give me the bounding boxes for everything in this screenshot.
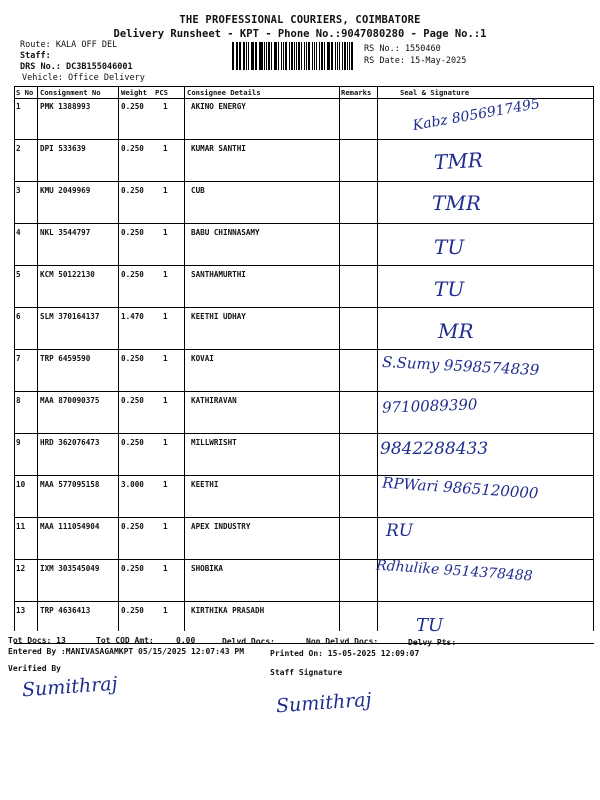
delivery-points: Delvy Pts: — [408, 638, 457, 647]
barcode-bar — [251, 42, 252, 70]
table-row — [14, 307, 594, 350]
row-consignee: APEX INDUSTRY — [191, 522, 251, 531]
row-sno: 10 — [16, 480, 26, 489]
staff-signature-label: Staff Signature — [270, 668, 343, 677]
barcode-bar — [321, 42, 323, 70]
row-consignment: TRP 4636413 — [40, 606, 91, 615]
barcode-bar — [312, 42, 313, 70]
row-consignee: KEETHI — [191, 480, 219, 489]
barcode-bar — [232, 42, 234, 70]
table-row — [14, 97, 594, 140]
barcode-bar — [236, 42, 237, 70]
row-sno: 9 — [16, 438, 21, 447]
row-signature: TU — [434, 277, 465, 301]
row-consignment: DPI 533639 — [40, 144, 86, 153]
row-weight: 0.250 — [121, 606, 144, 615]
drs-number: DRS No.: DC3B155046001 — [20, 62, 133, 72]
runsheet-barcode — [232, 42, 354, 70]
row-sno: 11 — [16, 522, 26, 531]
row-consignee: BABU CHINNASAMY — [191, 228, 260, 237]
table-row — [14, 559, 594, 602]
table-row — [14, 181, 594, 224]
barcode-bar — [255, 42, 257, 70]
row-weight: 0.250 — [121, 396, 144, 405]
row-consignee: CUB — [191, 186, 205, 195]
row-pcs: 1 — [163, 522, 168, 531]
row-signature: RU — [386, 521, 414, 541]
row-consignment: NKL 3544797 — [40, 228, 91, 237]
row-pcs: 1 — [163, 102, 168, 111]
row-consignee: KEETHI UDHAY — [191, 312, 246, 321]
barcode-bar — [314, 42, 315, 70]
barcode-bar — [324, 42, 325, 70]
row-consignment: MAA 870090375 — [40, 396, 100, 405]
row-weight: 0.250 — [121, 144, 144, 153]
barcode-bar — [344, 42, 346, 70]
row-consignee: MILLWRISHT — [191, 438, 237, 447]
row-signature: Rdhulike 9514378488 — [375, 557, 534, 585]
barcode-bar — [278, 42, 280, 70]
row-consignee: SANTHAMURTHI — [191, 270, 246, 279]
table-row — [14, 265, 594, 308]
row-signature: TMR — [432, 191, 481, 215]
row-pcs: 1 — [163, 606, 168, 615]
header-remarks: Remarks — [341, 88, 372, 97]
row-sno: 2 — [16, 144, 21, 153]
barcode-bar — [275, 42, 277, 70]
barcode-bar — [335, 42, 336, 70]
route-label: Route: KALA OFF DEL — [20, 40, 118, 50]
rs-date: RS Date: 15-May-2025 — [364, 56, 467, 66]
row-consignee: KOVAI — [191, 354, 214, 363]
barcode-bar — [246, 42, 247, 70]
row-pcs: 1 — [163, 312, 168, 321]
staff-label: Staff: — [20, 51, 51, 61]
row-weight: 0.250 — [121, 102, 144, 111]
row-signature: TU — [416, 615, 444, 636]
runsheet-subtitle: Delivery Runsheet - KPT - Phone No.:9047080280 - Page No.:1 — [113, 28, 487, 40]
header-signature: Seal & Signature — [400, 88, 470, 97]
row-sno: 8 — [16, 396, 21, 405]
header-consignee: Consignee Details — [187, 88, 261, 97]
header-weight: Weight — [121, 88, 147, 97]
verified-signature: Sumithraj — [21, 672, 119, 702]
barcode-bar — [327, 42, 328, 70]
barcode-bar — [319, 42, 320, 70]
row-pcs: 1 — [163, 564, 168, 573]
table-row — [14, 349, 594, 392]
row-signature: MR — [438, 319, 474, 343]
barcode-bar — [281, 42, 282, 70]
barcode-bar — [308, 42, 310, 70]
barcode-bar — [342, 42, 343, 70]
total-docs: Tot Docs: 13 — [8, 636, 66, 645]
row-weight: 0.250 — [121, 564, 144, 573]
barcode-bar — [239, 42, 241, 70]
row-weight: 0.250 — [121, 522, 144, 531]
table-row — [14, 139, 594, 182]
barcode-bar — [298, 42, 300, 70]
header-sno: S No — [16, 88, 34, 97]
barcode-bar — [260, 42, 262, 70]
row-sno: 7 — [16, 354, 21, 363]
company-title: THE PROFESSIONAL COURIERS, COIMBATORE — [179, 14, 421, 26]
barcode-bar — [264, 42, 265, 70]
barcode-bar — [301, 42, 303, 70]
header-consignment: Consignment No — [40, 88, 101, 97]
barcode-bar — [331, 42, 333, 70]
row-sno: 13 — [16, 606, 26, 615]
row-sno: 12 — [16, 564, 26, 573]
row-signature: RPWari 9865120000 — [381, 473, 540, 503]
row-pcs: 1 — [163, 228, 168, 237]
barcode-bar — [316, 42, 318, 70]
row-pcs: 1 — [163, 186, 168, 195]
row-signature: TMR — [433, 147, 484, 175]
row-sno: 6 — [16, 312, 21, 321]
barcode-bar — [337, 42, 338, 70]
row-weight: 0.250 — [121, 438, 144, 447]
row-consignment: KMU 2049969 — [40, 186, 91, 195]
barcode-bar — [283, 42, 284, 70]
row-pcs: 1 — [163, 480, 168, 489]
table-row — [14, 475, 594, 518]
row-consignment: IXM 303545049 — [40, 564, 100, 573]
row-pcs: 1 — [163, 438, 168, 447]
row-weight: 0.250 — [121, 270, 144, 279]
barcode-bar — [349, 42, 350, 70]
row-weight: 0.250 — [121, 186, 144, 195]
total-cod-label: Tot COD Amt: — [96, 636, 154, 645]
row-consignment: MAA 111054904 — [40, 522, 100, 531]
row-consignee: KIRTHIKA PRASADH — [191, 606, 265, 615]
row-consignment: HRD 362076473 — [40, 438, 100, 447]
row-consignee: AKINO ENERGY — [191, 102, 246, 111]
row-sno: 4 — [16, 228, 21, 237]
table-row — [14, 223, 594, 266]
rs-number: RS No.: 1550460 — [364, 44, 441, 54]
row-pcs: 1 — [163, 396, 168, 405]
vehicle-label: Vehicle: Office Delivery — [22, 73, 145, 83]
row-consignment: PMK 1388993 — [40, 102, 91, 111]
table-row — [14, 391, 594, 434]
barcode-bar — [291, 42, 293, 70]
barcode-bar — [328, 42, 330, 70]
barcode-bar — [339, 42, 341, 70]
table-row — [14, 517, 594, 560]
row-sno: 3 — [16, 186, 21, 195]
barcode-bar — [294, 42, 295, 70]
non-delivered-docs: Non Delvd Docs: — [306, 637, 379, 646]
row-signature: S.Sumy 9598574839 — [381, 352, 540, 380]
row-consignment: TRP 6459590 — [40, 354, 91, 363]
barcode-bar — [248, 42, 249, 70]
row-weight: 3.000 — [121, 480, 144, 489]
row-weight: 0.250 — [121, 228, 144, 237]
row-weight: 0.250 — [121, 354, 144, 363]
barcode-bar — [237, 42, 238, 70]
row-sno: 1 — [16, 102, 21, 111]
barcode-bar — [268, 42, 270, 70]
staff-signature: Sumithraj — [275, 688, 373, 718]
row-consignee: KUMAR SANTHI — [191, 144, 246, 153]
barcode-bar — [347, 42, 348, 70]
barcode-bar — [285, 42, 287, 70]
row-signature: 9842288433 — [380, 439, 489, 459]
row-pcs: 1 — [163, 144, 168, 153]
barcode-bar — [304, 42, 305, 70]
row-pcs: 1 — [163, 270, 168, 279]
printed-on: Printed On: 15-05-2025 12:09:07 — [270, 649, 420, 658]
row-consignment: KCM 50122130 — [40, 270, 95, 279]
barcode-bar — [296, 42, 297, 70]
row-consignment: MAA 577095158 — [40, 480, 100, 489]
barcode-bar — [271, 42, 272, 70]
barcode-bar — [259, 42, 260, 70]
barcode-bar — [266, 42, 267, 70]
delivered-docs: Delvd Docs: — [222, 637, 275, 646]
row-weight: 1.470 — [121, 312, 144, 321]
row-pcs: 1 — [163, 354, 168, 363]
barcode-bar — [306, 42, 307, 70]
verified-by-label: Verified By — [8, 664, 61, 673]
row-signature: 9710089390 — [381, 395, 478, 417]
total-cod-value: 0.00 — [176, 636, 196, 645]
row-consignment: SLM 370164137 — [40, 312, 100, 321]
barcode-bar — [243, 42, 245, 70]
row-signature: TU — [434, 235, 465, 259]
barcode-bar — [274, 42, 275, 70]
barcode-bar — [289, 42, 290, 70]
row-signature: Kabz 8056917495 — [411, 95, 542, 135]
row-consignee: KATHIRAVAN — [191, 396, 237, 405]
row-sno: 5 — [16, 270, 21, 279]
header-pcs: PCS — [155, 88, 168, 97]
barcode-bar — [252, 42, 254, 70]
table-row — [14, 433, 594, 476]
barcode-bar — [351, 42, 353, 70]
entered-by: Entered By :MANIVASAGAMKPT 05/15/2025 12:07:43 PM — [8, 647, 245, 656]
row-consignee: SHOBIKA — [191, 564, 224, 573]
